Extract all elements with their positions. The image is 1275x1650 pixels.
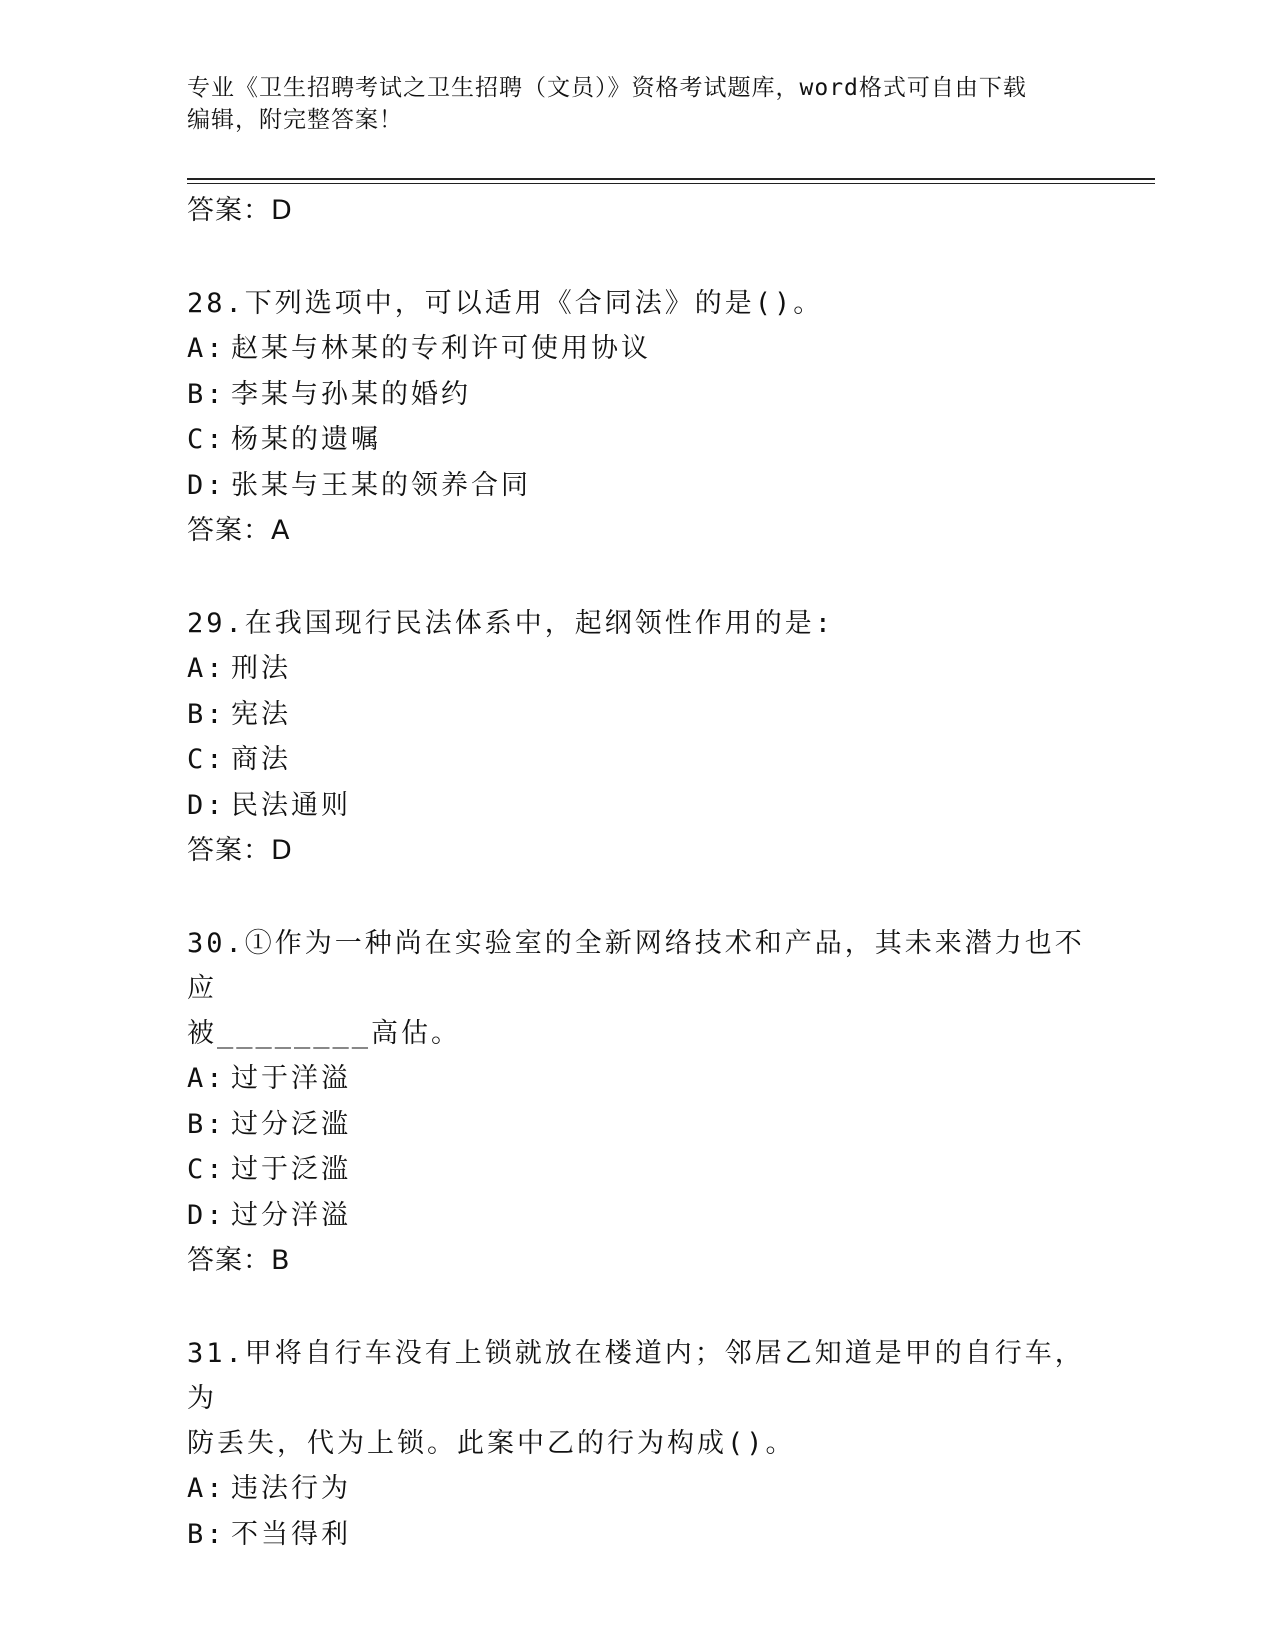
option-text: 刑法 <box>231 653 291 684</box>
question-stem-line-2: 被________高估。 <box>187 1018 462 1049</box>
option-letter: D: <box>187 469 226 501</box>
option-d <box>187 783 1087 829</box>
header-line-2: 编辑，附完整答案！ <box>187 107 403 133</box>
question-list <box>187 188 1087 1557</box>
option-letter: B: <box>187 378 226 410</box>
header-line-1: 专业《卫生招聘考试之卫生招聘（文员）》资格考试题库，word格式可自由下载 <box>187 75 1027 101</box>
option-letter: A: <box>187 653 226 684</box>
option-letter: A: <box>187 1473 226 1504</box>
option-letter: B: <box>187 1518 226 1550</box>
option-a <box>187 1466 1087 1512</box>
option-text: 过于泛滥 <box>231 1154 351 1185</box>
option-b <box>187 1102 1087 1148</box>
option-text: 违法行为 <box>231 1473 351 1504</box>
option-text: 过于洋溢 <box>231 1063 351 1094</box>
question-31 <box>187 1331 1087 1557</box>
answer-line: 答案：A <box>187 515 291 546</box>
question-stem-line-2: 防丢失，代为上锁。此案中乙的行为构成()。 <box>187 1428 796 1459</box>
answer-line: 答案：D <box>187 835 293 866</box>
question-28 <box>187 281 1087 553</box>
option-text: 不当得利 <box>231 1518 351 1550</box>
option-letter: C: <box>187 424 226 455</box>
option-text: 商法 <box>231 744 291 775</box>
option-b <box>187 1512 1087 1558</box>
question-stem-line-1: 31.甲将自行车没有上锁就放在楼道内；邻居乙知道是甲的自行车，为 <box>187 1338 1085 1414</box>
answer-line: 答案：D <box>187 195 293 226</box>
option-text: 过分泛滥 <box>231 1108 351 1140</box>
option-letter: D: <box>187 789 226 821</box>
option-text: 过分洋溢 <box>231 1199 351 1231</box>
option-c <box>187 737 1087 783</box>
option-b <box>187 692 1087 738</box>
option-text: 李某与孙某的婚约 <box>231 378 471 410</box>
option-a <box>187 1056 1087 1102</box>
option-letter: B: <box>187 698 226 730</box>
option-a <box>187 646 1087 692</box>
question-29 <box>187 601 1087 873</box>
document-header <box>187 72 1067 136</box>
question-30 <box>187 921 1087 1283</box>
option-text: 赵某与林某的专利许可使用协议 <box>231 333 651 364</box>
option-letter: C: <box>187 1154 226 1185</box>
option-letter: D: <box>187 1199 226 1231</box>
option-letter: A: <box>187 1063 226 1094</box>
option-letter: A: <box>187 333 226 364</box>
option-d <box>187 1193 1087 1239</box>
option-text: 民法通则 <box>231 789 351 821</box>
option-letter: C: <box>187 744 226 775</box>
option-c <box>187 417 1087 463</box>
option-text: 宪法 <box>231 698 291 730</box>
header-divider-thin <box>187 183 1155 184</box>
option-letter: B: <box>187 1108 226 1140</box>
question-stem-line-1: 30.①作为一种尚在实验室的全新网络技术和产品，其未来潜力也不应 <box>187 928 1085 1004</box>
option-b <box>187 372 1087 418</box>
answer-line: 答案：B <box>187 1245 291 1276</box>
option-text: 杨某的遗嘱 <box>231 424 381 455</box>
question-stem: 29.在我国现行民法体系中，起纲领性作用的是: <box>187 608 835 639</box>
option-a <box>187 326 1087 372</box>
option-c <box>187 1147 1087 1193</box>
option-d <box>187 463 1087 509</box>
header-divider-thick <box>187 178 1155 180</box>
option-text: 张某与王某的领养合同 <box>231 469 531 501</box>
question-stem: 28.下列选项中，可以适用《合同法》的是()。 <box>187 288 824 319</box>
